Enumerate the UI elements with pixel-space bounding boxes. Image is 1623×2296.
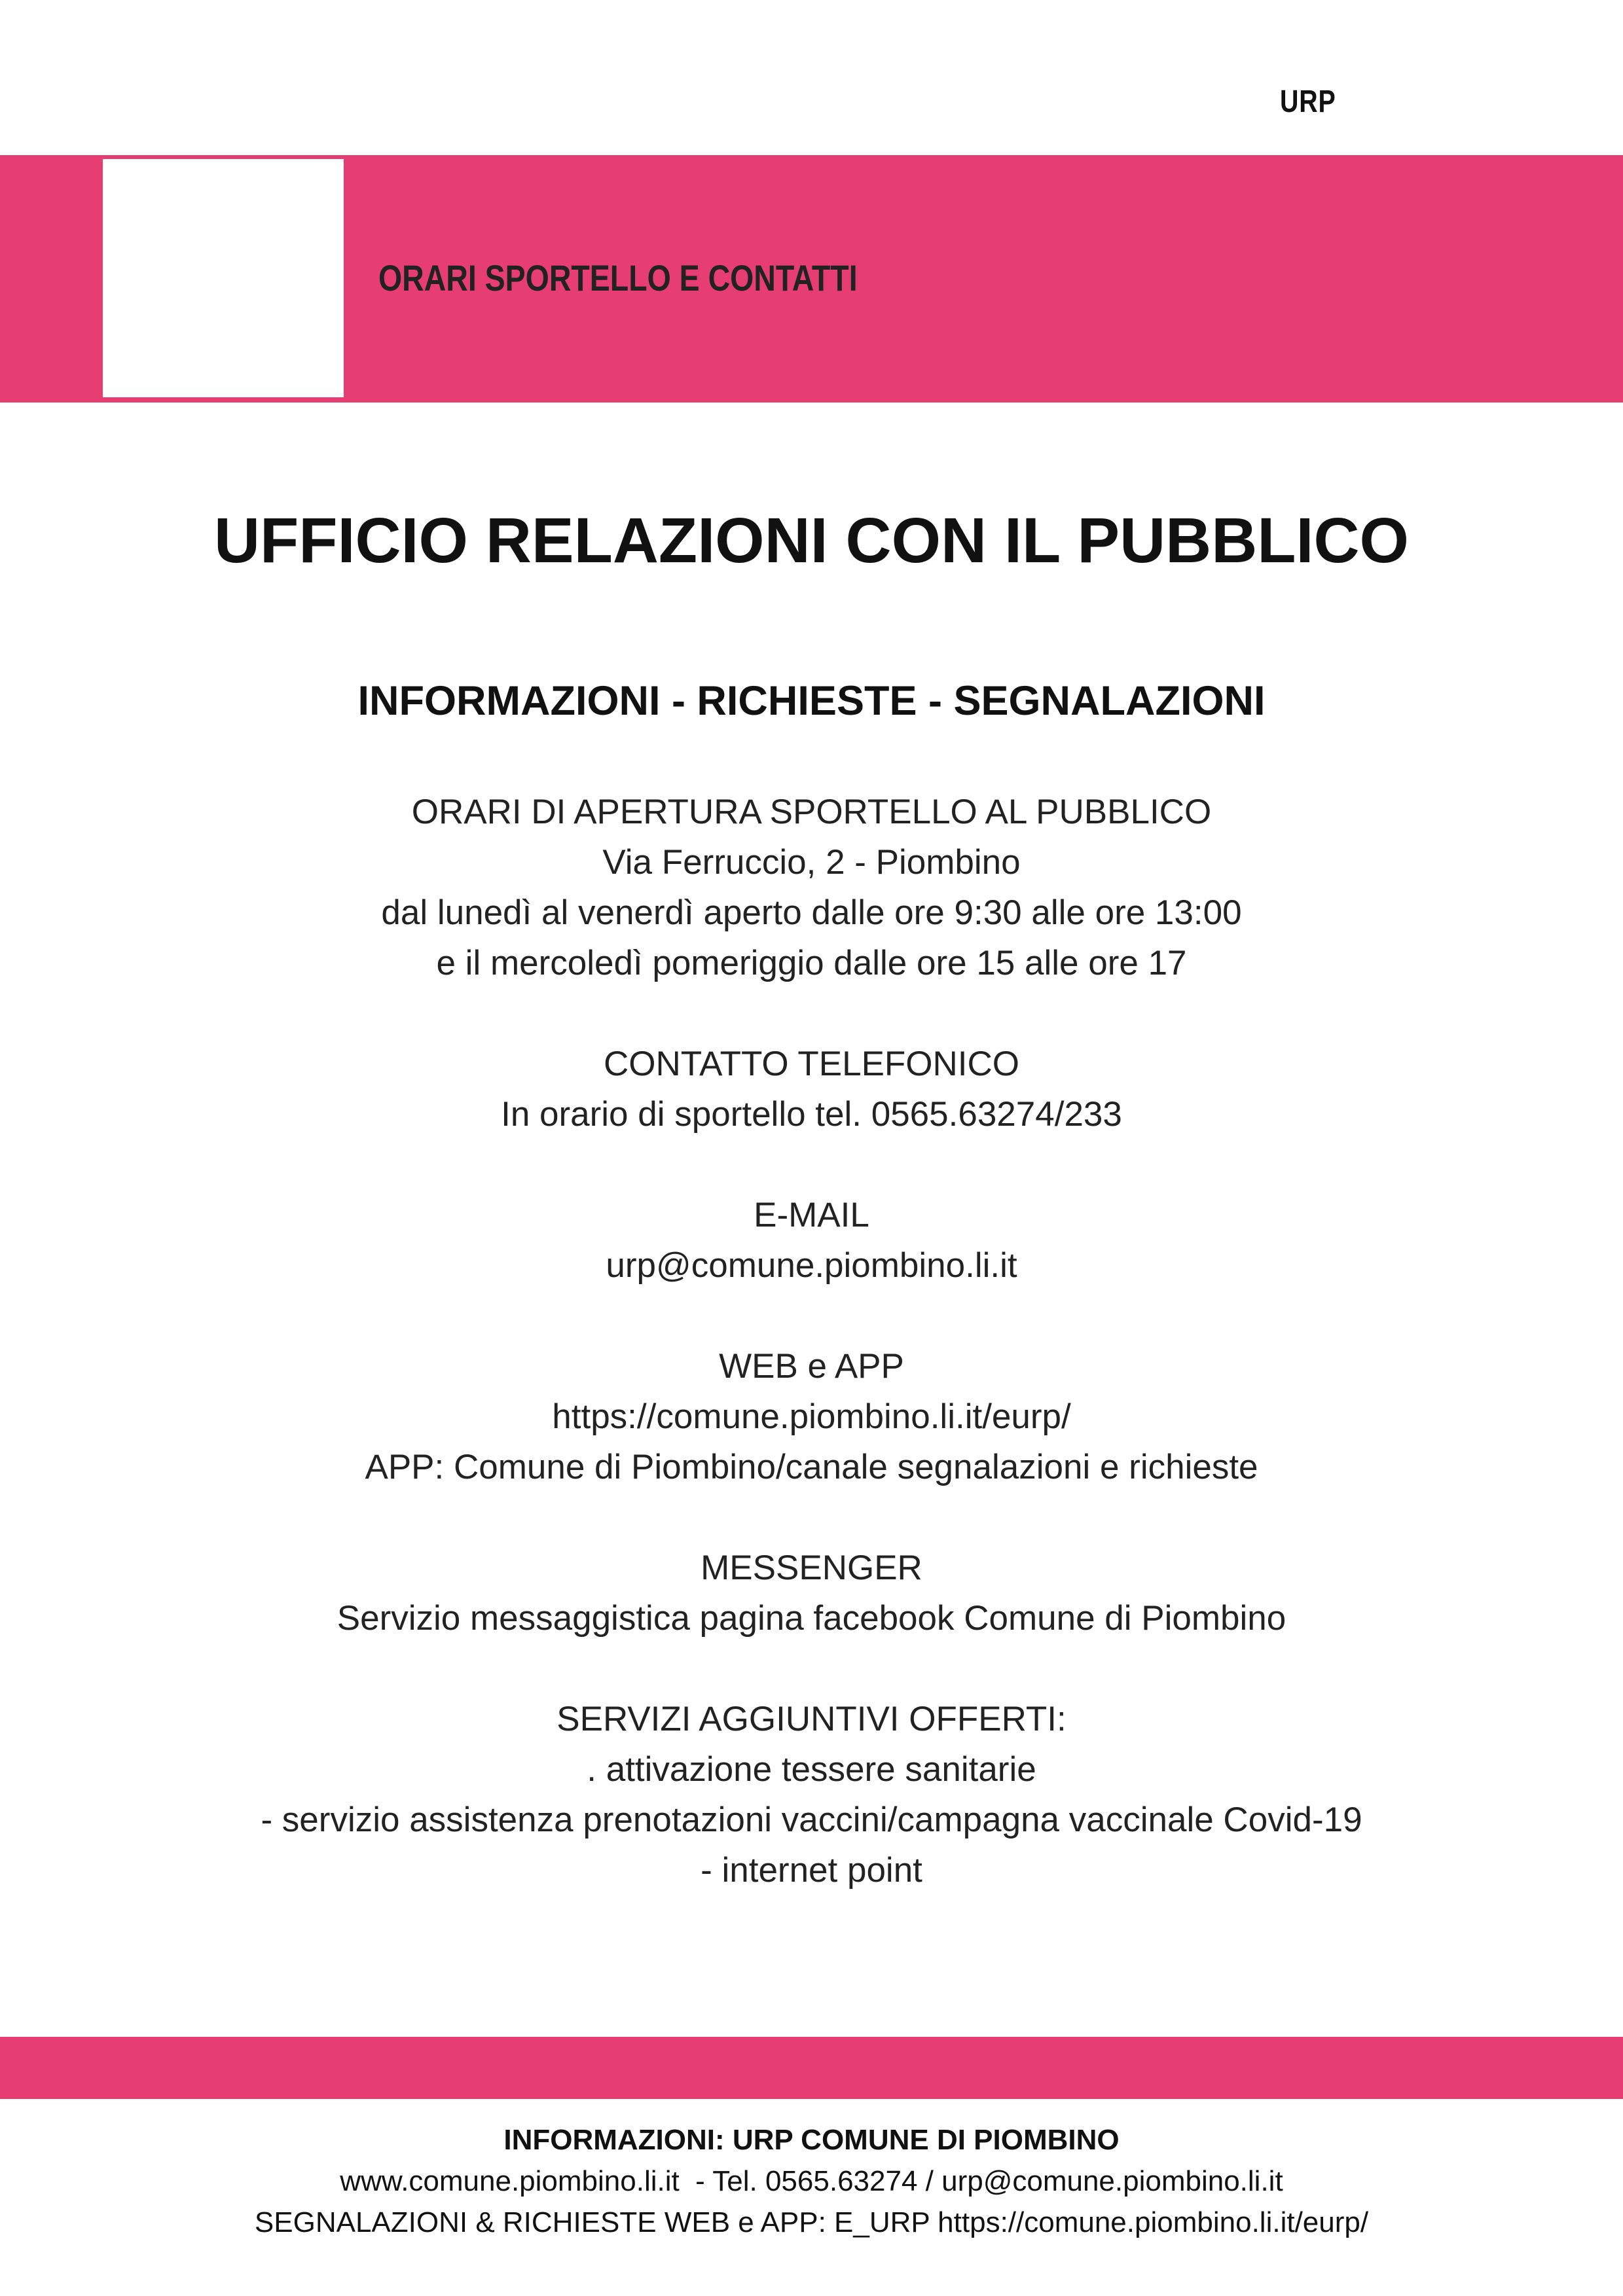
messenger-line: Servizio messaggistica pagina facebook Comune di Piombino	[337, 1599, 1286, 1638]
opening-hours-heading: ORARI DI APERTURA SPORTELLO AL PUBBLICO	[411, 793, 1212, 831]
header-band-title: ORARI SPORTELLO E CONTATTI	[378, 257, 858, 298]
service-item: . attivazione tessere sanitarie	[587, 1750, 1036, 1789]
email-address: urp@comune.piombino.li.it	[606, 1246, 1017, 1285]
page-title: UFFICIO RELAZIONI CON IL PUBBLICO	[213, 505, 1409, 576]
info-sections	[0, 787, 1623, 1946]
opening-hours-section	[0, 787, 1623, 988]
wednesday-hours-line: e il mercoledì pomeriggio dalle ore 15 alle ore 17	[436, 944, 1187, 982]
messenger-section	[0, 1543, 1623, 1643]
additional-services-heading: SERVIZI AGGIUNTIVI OFFERTI:	[556, 1700, 1067, 1738]
footer	[0, 2119, 1623, 2243]
email-section	[0, 1190, 1623, 1291]
phone-number-line: In orario di sportello tel. 0565.63274/233	[501, 1095, 1122, 1134]
footer-band	[0, 2037, 1623, 2099]
weekday-hours-line: dal lunedì al venerdì aperto dalle ore 9:30 alle ore 13:00	[381, 893, 1242, 932]
messenger-heading: MESSENGER	[701, 1549, 922, 1587]
app-line: APP: Comune di Piombino/canale segnalazioni e richieste	[365, 1448, 1258, 1486]
service-item: - servizio assistenza prenotazioni vaccini/campagna vaccinale Covid-19	[261, 1801, 1362, 1839]
footer-contact-line: www.comune.piombino.li.it - Tel. 0565.63274 / urp@comune.piombino.li.it	[340, 2165, 1283, 2197]
footer-title: INFORMAZIONI: URP COMUNE DI PIOMBINO	[503, 2124, 1120, 2156]
web-app-section	[0, 1341, 1623, 1492]
web-app-heading: WEB e APP	[719, 1347, 904, 1386]
phone-section	[0, 1039, 1623, 1139]
page-subtitle: INFORMAZIONI - RICHIESTE - SEGNALAZIONI	[357, 678, 1266, 724]
address-line: Via Ferruccio, 2 - Piombino	[602, 843, 1021, 882]
service-item: - internet point	[701, 1851, 922, 1890]
phone-heading: CONTATTO TELEFONICO	[603, 1045, 1020, 1083]
logo-placeholder	[103, 159, 344, 397]
web-url: https://comune.piombino.li.it/eurp/	[552, 1397, 1071, 1436]
document-code: URP	[1280, 84, 1336, 119]
additional-services-section	[0, 1694, 1623, 1895]
email-heading: E-MAIL	[754, 1196, 869, 1234]
footer-web-line: SEGNALAZIONI & RICHIESTE WEB e APP: E_URP https://comune.piombino.li.it/eurp/	[254, 2206, 1369, 2238]
